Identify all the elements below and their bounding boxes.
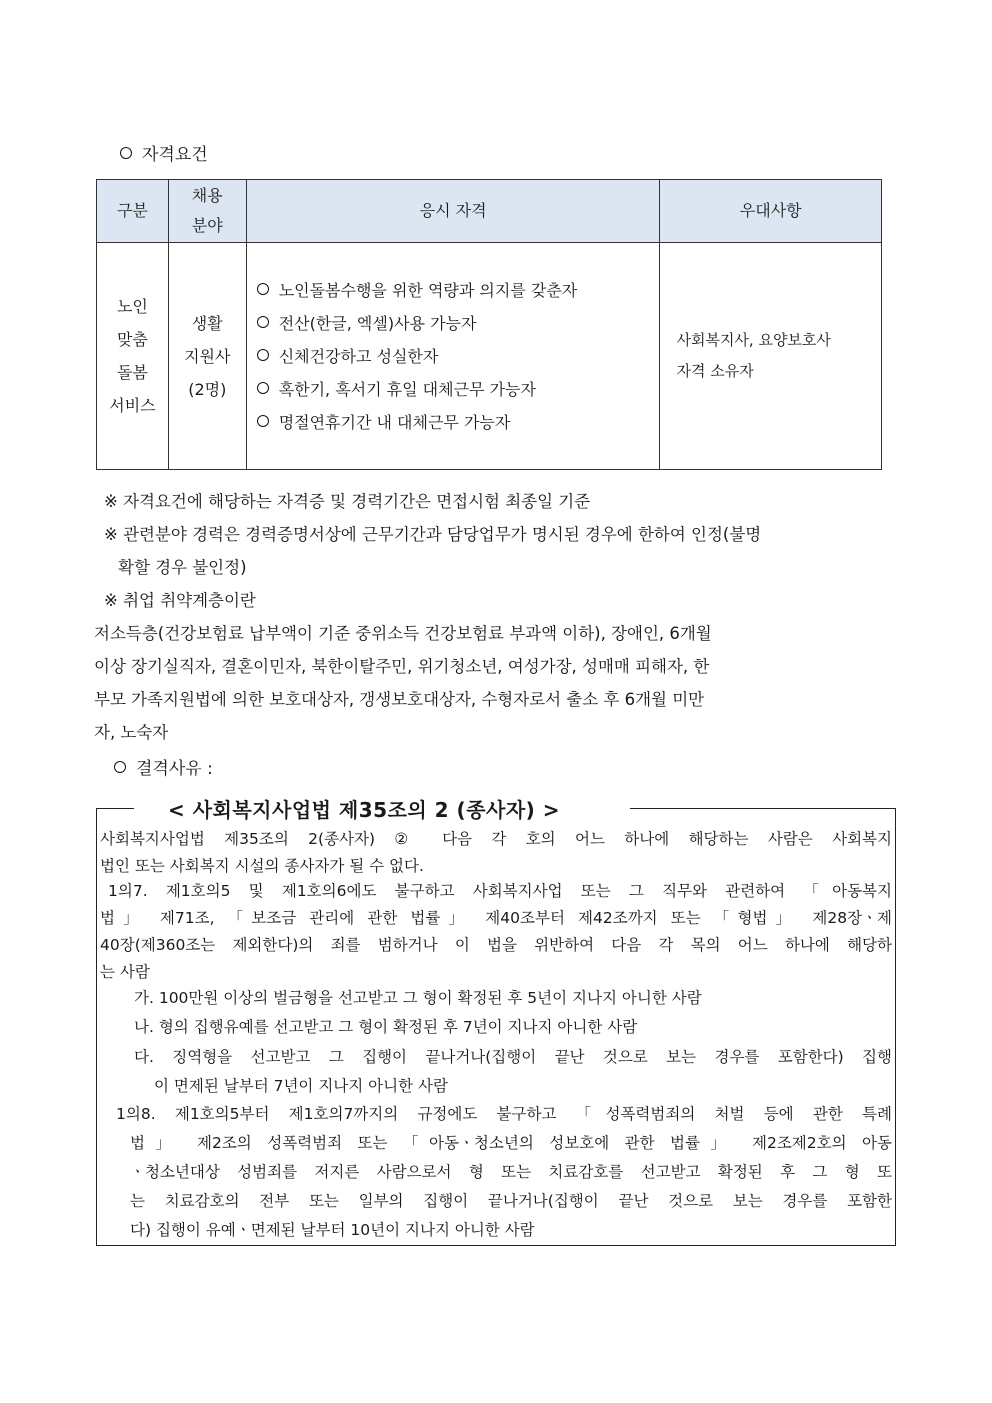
- requirement-item: 신체건강하고 성실한자: [257, 340, 659, 373]
- circle-bullet-icon: [114, 761, 126, 773]
- circle-bullet-icon: [120, 147, 132, 159]
- law-line: ㆍ청소년대상 성범죄를 저지른 사람으로서 형 또는 치료감호를 선고받고 확정된 후 그 형 또: [130, 1163, 892, 1181]
- vulnerable-definition-line: 자, 노숙자: [94, 723, 169, 742]
- requirements-cell: [246, 243, 660, 470]
- table-header-row: [97, 180, 882, 243]
- vulnerable-definition-line: 부모 가족지원법에 의한 보호대상자, 갱생보호대상자, 수형자로서 출소 후 6개월 미만: [94, 690, 705, 709]
- law-line: 나. 형의 집행유예를 선고받고 그 형이 확정된 후 7년이 지나지 아니한 사람: [134, 1018, 638, 1036]
- header-field: 채용 분야: [168, 180, 246, 243]
- law-line: 는 사람: [100, 963, 150, 981]
- header-category: 구분: [97, 180, 169, 243]
- law-line: 사회복지사업법 제35조의 2(종사자) ② 다음 각 호의 어느 하나에 해당하는 사람은 사회복지: [100, 830, 892, 848]
- note-career-recognition-cont: 확할 경우 불인정): [118, 558, 247, 577]
- field-cell: 생활 지원사 (2명): [168, 243, 246, 470]
- vulnerable-definition-line: 이상 장기실직자, 결혼이민자, 북한이탈주민, 위기청소년, 여성가장, 성매매 피해자, 한: [94, 657, 710, 676]
- law-line: 법」 제71조, 「보조금 관리에 관한 법률」 제40조부터 제42조까지 또는 「형법」 제28장ㆍ제: [100, 909, 892, 927]
- qualifications-heading: 자격요건: [120, 140, 208, 165]
- law-line: 법인 또는 사회복지 시설의 종사자가 될 수 없다.: [100, 857, 424, 875]
- note-vulnerable-title: ※ 취업 취약계층이란: [104, 591, 256, 610]
- vulnerable-definition-line: 저소득층(건강보험료 납부액이 기준 중위소득 건강보험료 부과액 이하), 장애인, 6개월: [94, 624, 712, 643]
- law-line: 가. 100만원 이상의 벌금형을 선고받고 그 형이 확정된 후 5년이 지나지 아니한 사람: [134, 989, 702, 1007]
- law-line: 이 면제된 날부터 7년이 지나지 아니한 사람: [154, 1077, 448, 1095]
- disqualification-heading: 결격사유 :: [114, 754, 213, 779]
- law-line: 40장(제360조는 제외한다)의 죄를 범하거나 이 법을 위반하여 다음 각 목의 어느 하나에 해당하: [100, 936, 892, 954]
- circle-bullet-icon: [257, 415, 269, 427]
- qualifications-table: [96, 179, 882, 470]
- circle-bullet-icon: [257, 316, 269, 328]
- requirement-item: 전산(한글, 엑셀)사용 가능자: [257, 307, 659, 340]
- law-box-title: < 사회복지사업법 제35조의 2 (종사자) >: [168, 798, 561, 822]
- law-line: 법」 제2조의 성폭력범죄 또는 「아동ㆍ청소년의 성보호에 관한 법률」 제2조제2호의 아동: [130, 1134, 892, 1152]
- law-box-top-border-right: [630, 808, 895, 809]
- header-requirements: 응시 자격: [246, 180, 660, 243]
- law-line: 다. 징역형을 선고받고 그 집행이 끝나거나(집행이 끝난 것으로 보는 경우를 포함한다) 집행: [134, 1048, 892, 1066]
- law-line: 는 치료감호의 전부 또는 일부의 집행이 끝나거나(집행이 끝난 것으로 보는 경우를 포함한: [130, 1192, 892, 1210]
- preference-cell: 사회복지사, 요양보호사 자격 소유자: [660, 243, 882, 470]
- table-row: [97, 243, 882, 470]
- header-preference: 우대사항: [660, 180, 882, 243]
- circle-bullet-icon: [257, 349, 269, 361]
- law-box-top-border-left: [96, 808, 134, 809]
- requirement-item: 혹한기, 혹서기 휴일 대체근무 가능자: [257, 373, 659, 406]
- law-line: 다) 집행이 유예ㆍ면제된 날부터 10년이 지나지 아니한 사람: [130, 1221, 535, 1239]
- requirement-item: 명절연휴기간 내 대체근무 가능자: [257, 406, 659, 439]
- requirement-item: 노인돌봄수행을 위한 역량과 의지를 갖춘자: [257, 274, 659, 307]
- category-cell: 노인 맞춤 돌봄 서비스: [97, 243, 169, 470]
- circle-bullet-icon: [257, 382, 269, 394]
- note-career-recognition: ※ 관련분야 경력은 경력증명서상에 근무기간과 담당업무가 명시된 경우에 한하여 인정(불명: [104, 525, 762, 544]
- law-line: 1의8. 제1호의5부터 제1호의7까지의 규정에도 불구하고 「성폭력범죄의 처벌 등에 관한 특례: [116, 1105, 892, 1123]
- note-certificate-basis: ※ 자격요건에 해당하는 자격증 및 경력기간은 면접시험 최종일 기준: [104, 492, 591, 511]
- circle-bullet-icon: [257, 283, 269, 295]
- law-line: 1의7. 제1호의5 및 제1호의6에도 불구하고 사회복지사업 또는 그 직무와 관련하여 「아동복지: [108, 882, 892, 900]
